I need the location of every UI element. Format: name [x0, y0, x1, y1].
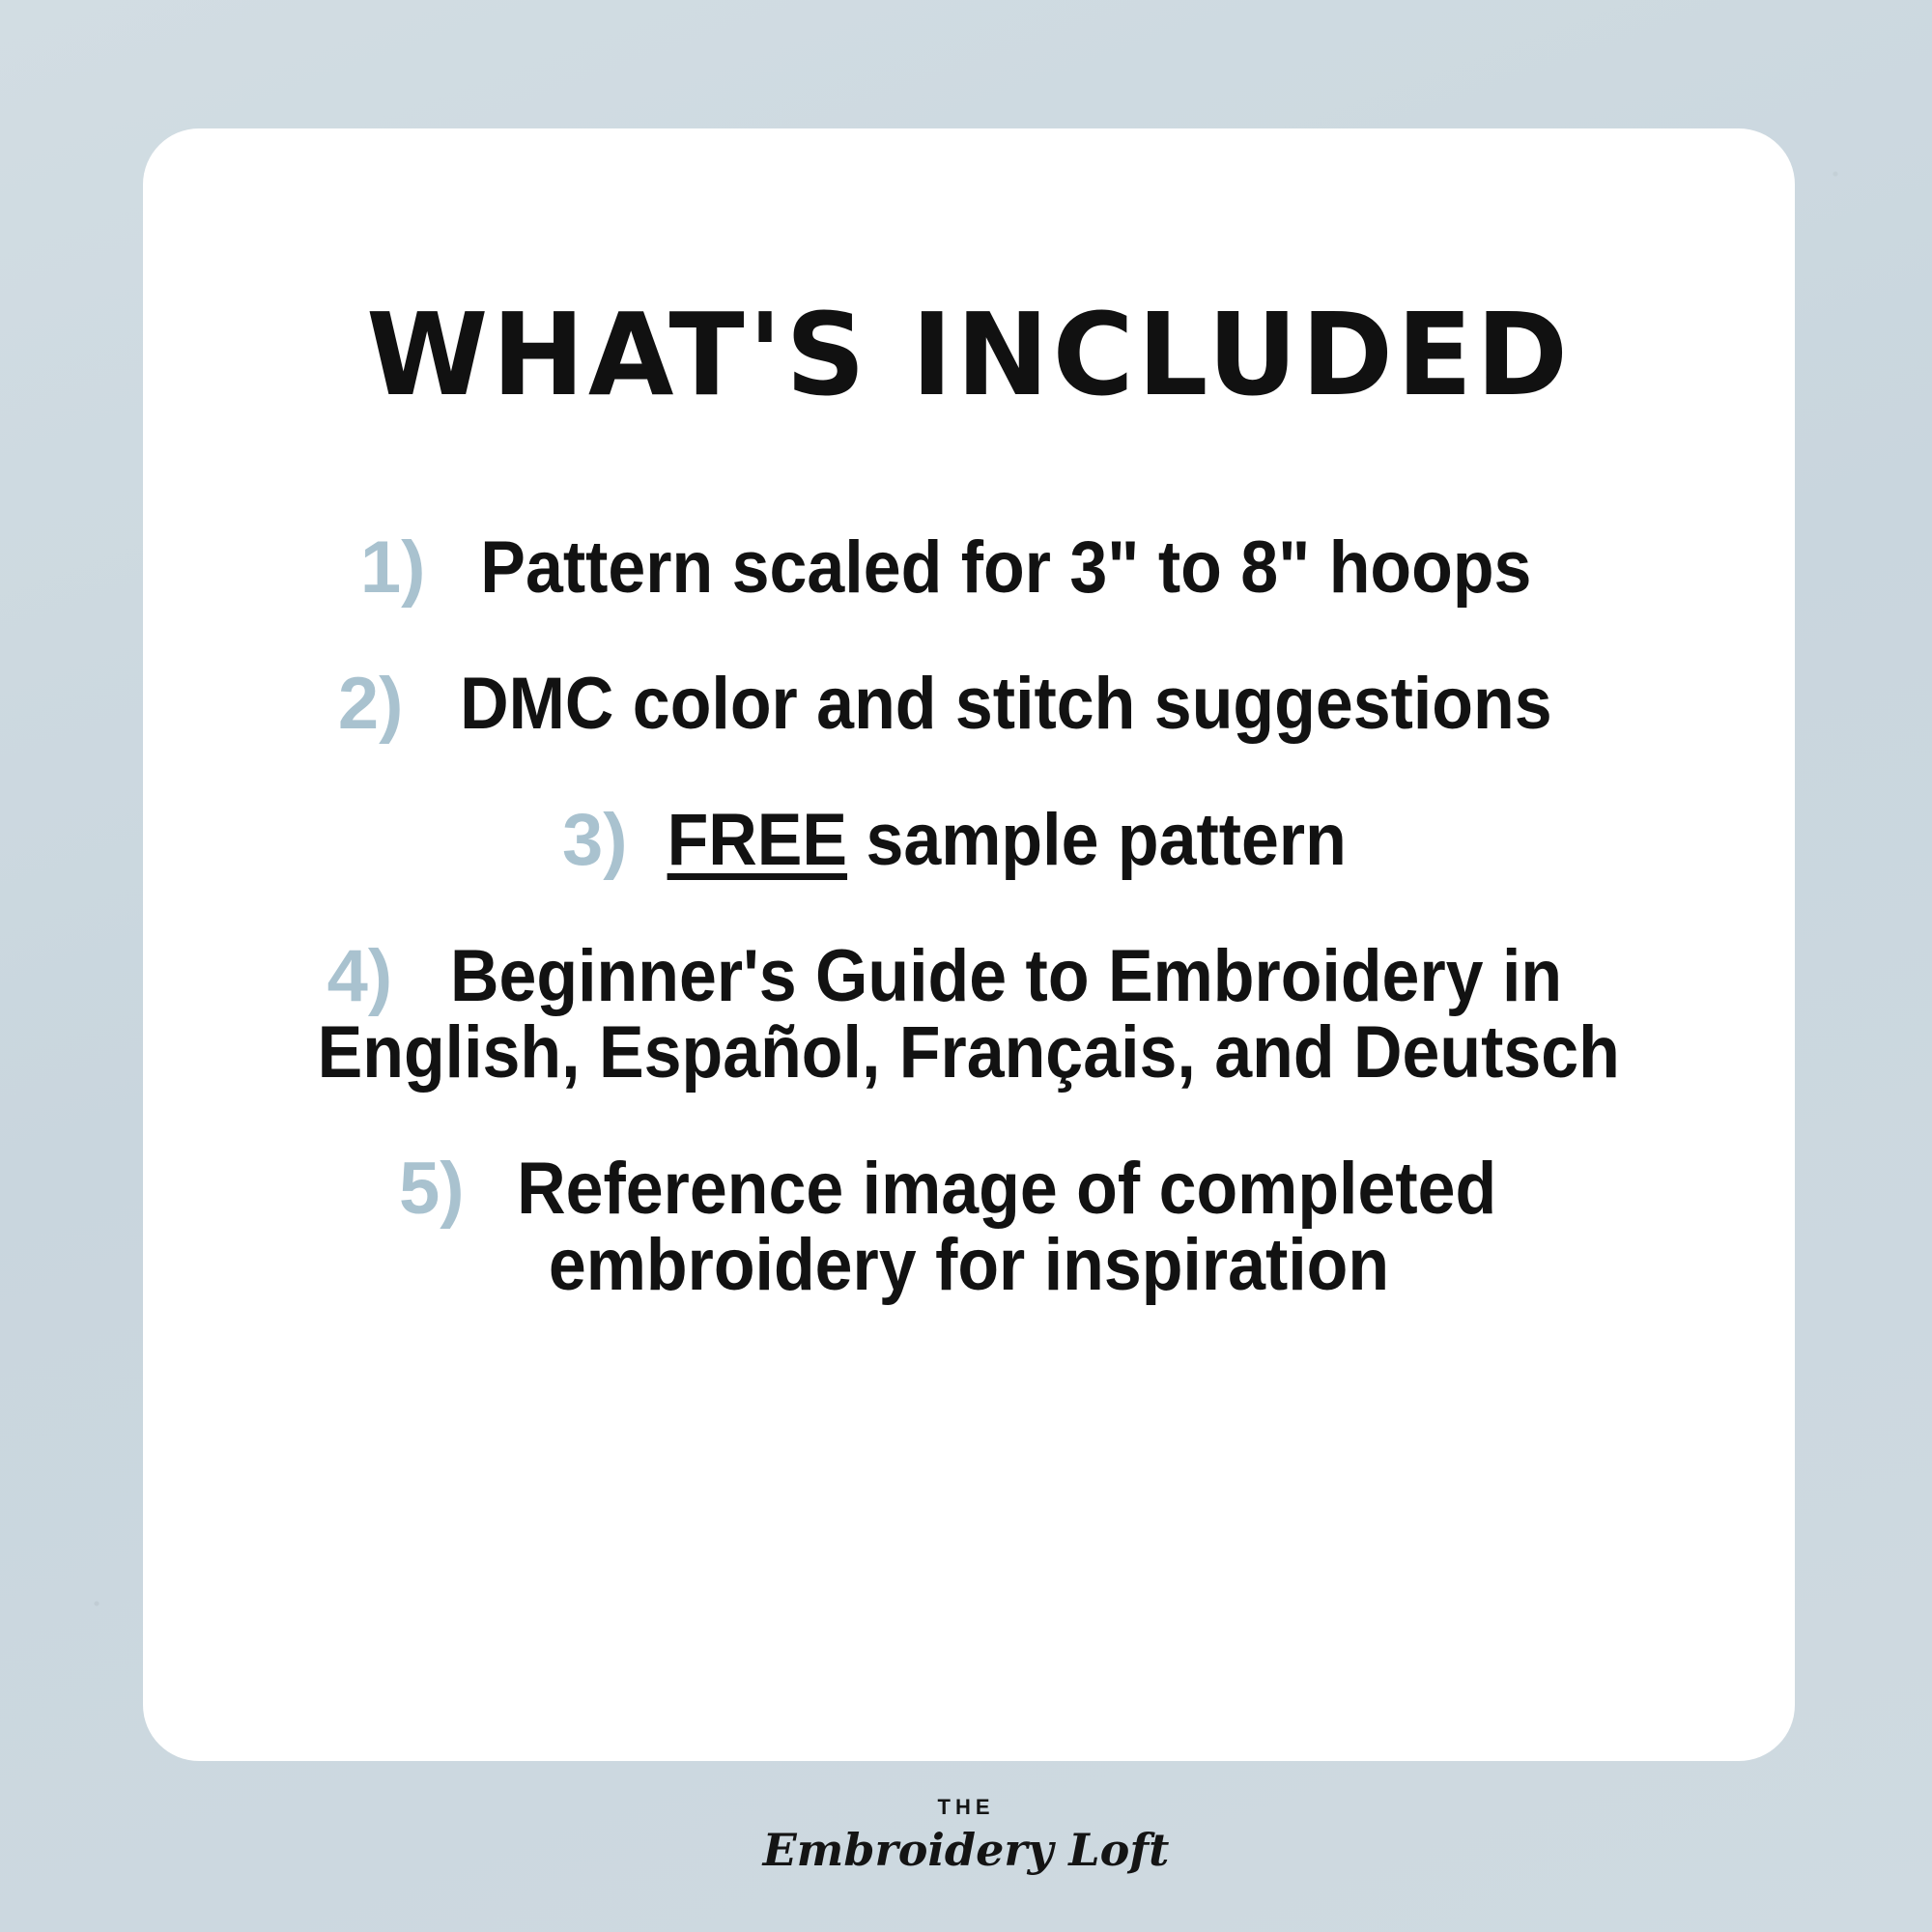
list-item [201, 935, 1737, 1094]
content-card [143, 128, 1795, 1761]
brand-prefix: THE [937, 1795, 995, 1819]
list-item-text: DMC color and stitch suggestions [460, 663, 1553, 746]
list-item-text-rest: sample pattern [846, 799, 1347, 882]
list-item-number: 1) [359, 526, 426, 609]
list-item [201, 526, 1737, 609]
list-item-text-line2: English, Español, Français, and Deutsch [317, 1011, 1621, 1094]
list-item-text [667, 799, 1347, 882]
list-item-emphasis: FREE [667, 799, 847, 882]
list-item-line [201, 935, 1737, 1018]
list-item [201, 1148, 1737, 1307]
list-item [201, 799, 1737, 882]
included-list [201, 526, 1737, 1363]
list-item-text: Pattern scaled for 3" to 8" hoops [480, 526, 1532, 609]
list-item-number: 3) [561, 799, 628, 882]
brand-footer [0, 1795, 1932, 1876]
list-item [201, 663, 1737, 746]
brand-name: Embroidery Loft [762, 1824, 1170, 1876]
list-item-number: 2) [337, 663, 404, 746]
list-item-number: 4) [327, 935, 393, 1018]
list-item-line [201, 1148, 1737, 1231]
list-item-text-line2: embroidery for inspiration [548, 1224, 1390, 1307]
list-item-text-line1: Beginner's Guide to Embroidery in [450, 935, 1563, 1018]
page-title: WHAT'S INCLUDED [366, 288, 1572, 421]
list-item-number: 5) [399, 1148, 465, 1231]
list-item-text-line1: Reference image of completed [516, 1148, 1496, 1231]
